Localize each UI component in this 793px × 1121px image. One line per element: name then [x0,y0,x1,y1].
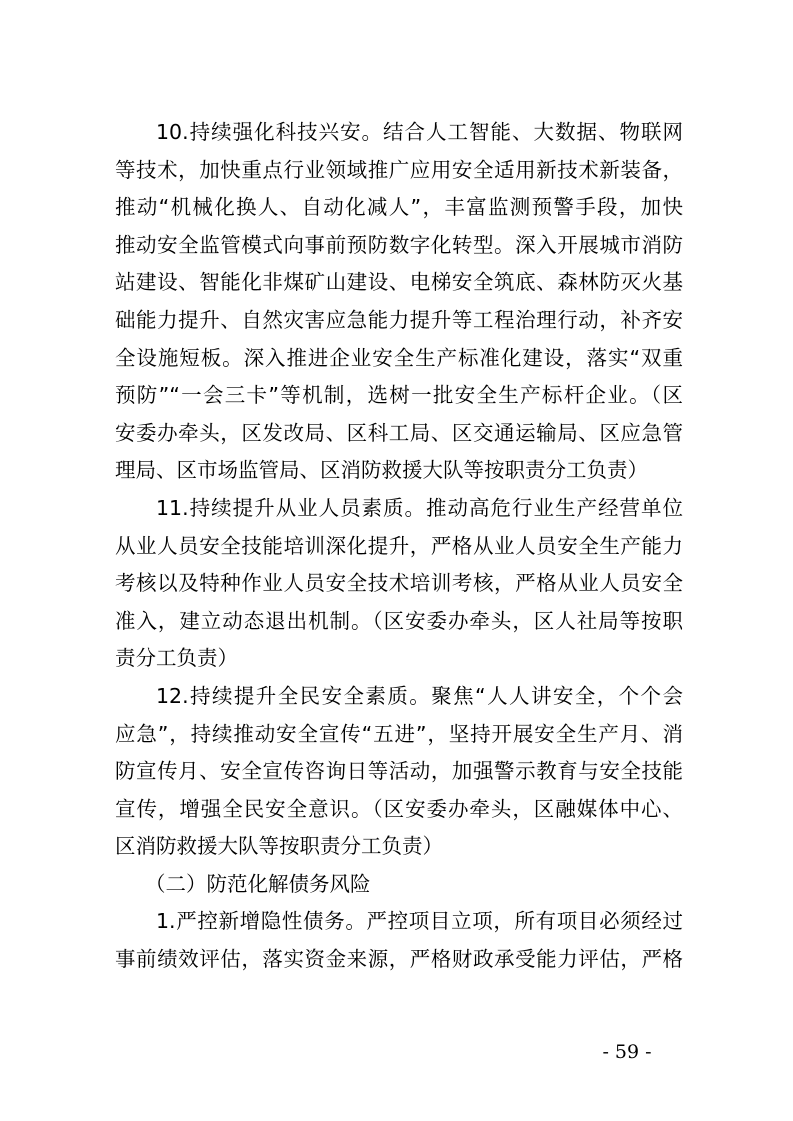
paragraph-10-tech-safety [115,114,683,490]
text-line: 准入，建立动态退出机制。（区安委办牵头，区人社局等按职 [115,608,683,633]
text-line: 理局、区市场监管局、区消防救援大队等按职责分工负责） [115,458,648,483]
text-line: 等技术，加快重点行业领域推广应用安全适用新技术新装备， [115,157,683,182]
text-line: 宣传，增强全民安全意识。（区安委办牵头，区融媒体中心、 [115,796,683,821]
document-body [115,114,683,979]
text-line: 12.持续提升全民安全素质。聚焦“人人讲安全，个个会 [156,683,683,708]
text-line: 预防”“一会三卡”等机制，选树一批安全生产标杆企业。（区 [115,383,683,408]
text-line: 10.持续强化科技兴安。结合人工智能、大数据、物联网 [156,120,683,144]
text-line: 安委办牵头，区发改局、区科工局、区交通运输局、区应急管 [115,420,683,445]
section-heading-debt-risk [115,866,683,904]
text-line: 应急”，持续推动安全宣传“五进”，坚持开展安全生产月、消 [115,721,683,746]
paragraph-11-practitioner-quality [115,490,683,678]
text-line: 11.持续提升从业人员素质。推动高危行业生产经营单位 [156,495,683,520]
text-line: 事前绩效评估，落实资金来源，严格财政承受能力评估，严格 [115,947,683,972]
text-line: 从业人员安全技能培训深化提升，严格从业人员安全生产能力 [115,533,683,558]
text-line: 全设施短板。深入推进企业安全生产标准化建设，落实“双重 [115,345,683,370]
text-line: 推动安全监管模式向事前预防数字化转型。深入开展城市消防 [115,232,683,257]
paragraph-12-public-safety [115,678,683,866]
section-heading: （二）防范化解债务风险 [145,871,371,896]
page-number: - 59 - [602,1041,652,1063]
paragraph-1-hidden-debt [115,903,683,978]
text-line: 1.严控新增隐性债务。严控项目立项，所有项目必须经过 [156,909,683,934]
text-line: 责分工负责） [115,646,238,671]
text-line: 防宣传月、安全宣传咨询日等活动，加强警示教育与安全技能 [115,759,683,784]
text-line: 考核以及特种作业人员安全技术培训考核，严格从业人员安全 [115,571,683,596]
text-line: 推动“机械化换人、自动化减人”，丰富监测预警手段，加快 [115,195,683,220]
text-line: 站建设、智能化非煤矿山建设、电梯安全筑底、森林防灭火基 [115,270,683,295]
text-line: 础能力提升、自然灾害应急能力提升等工程治理行动，补齐安 [115,307,683,332]
text-line: 区消防救援大队等按职责分工负责） [115,834,443,859]
